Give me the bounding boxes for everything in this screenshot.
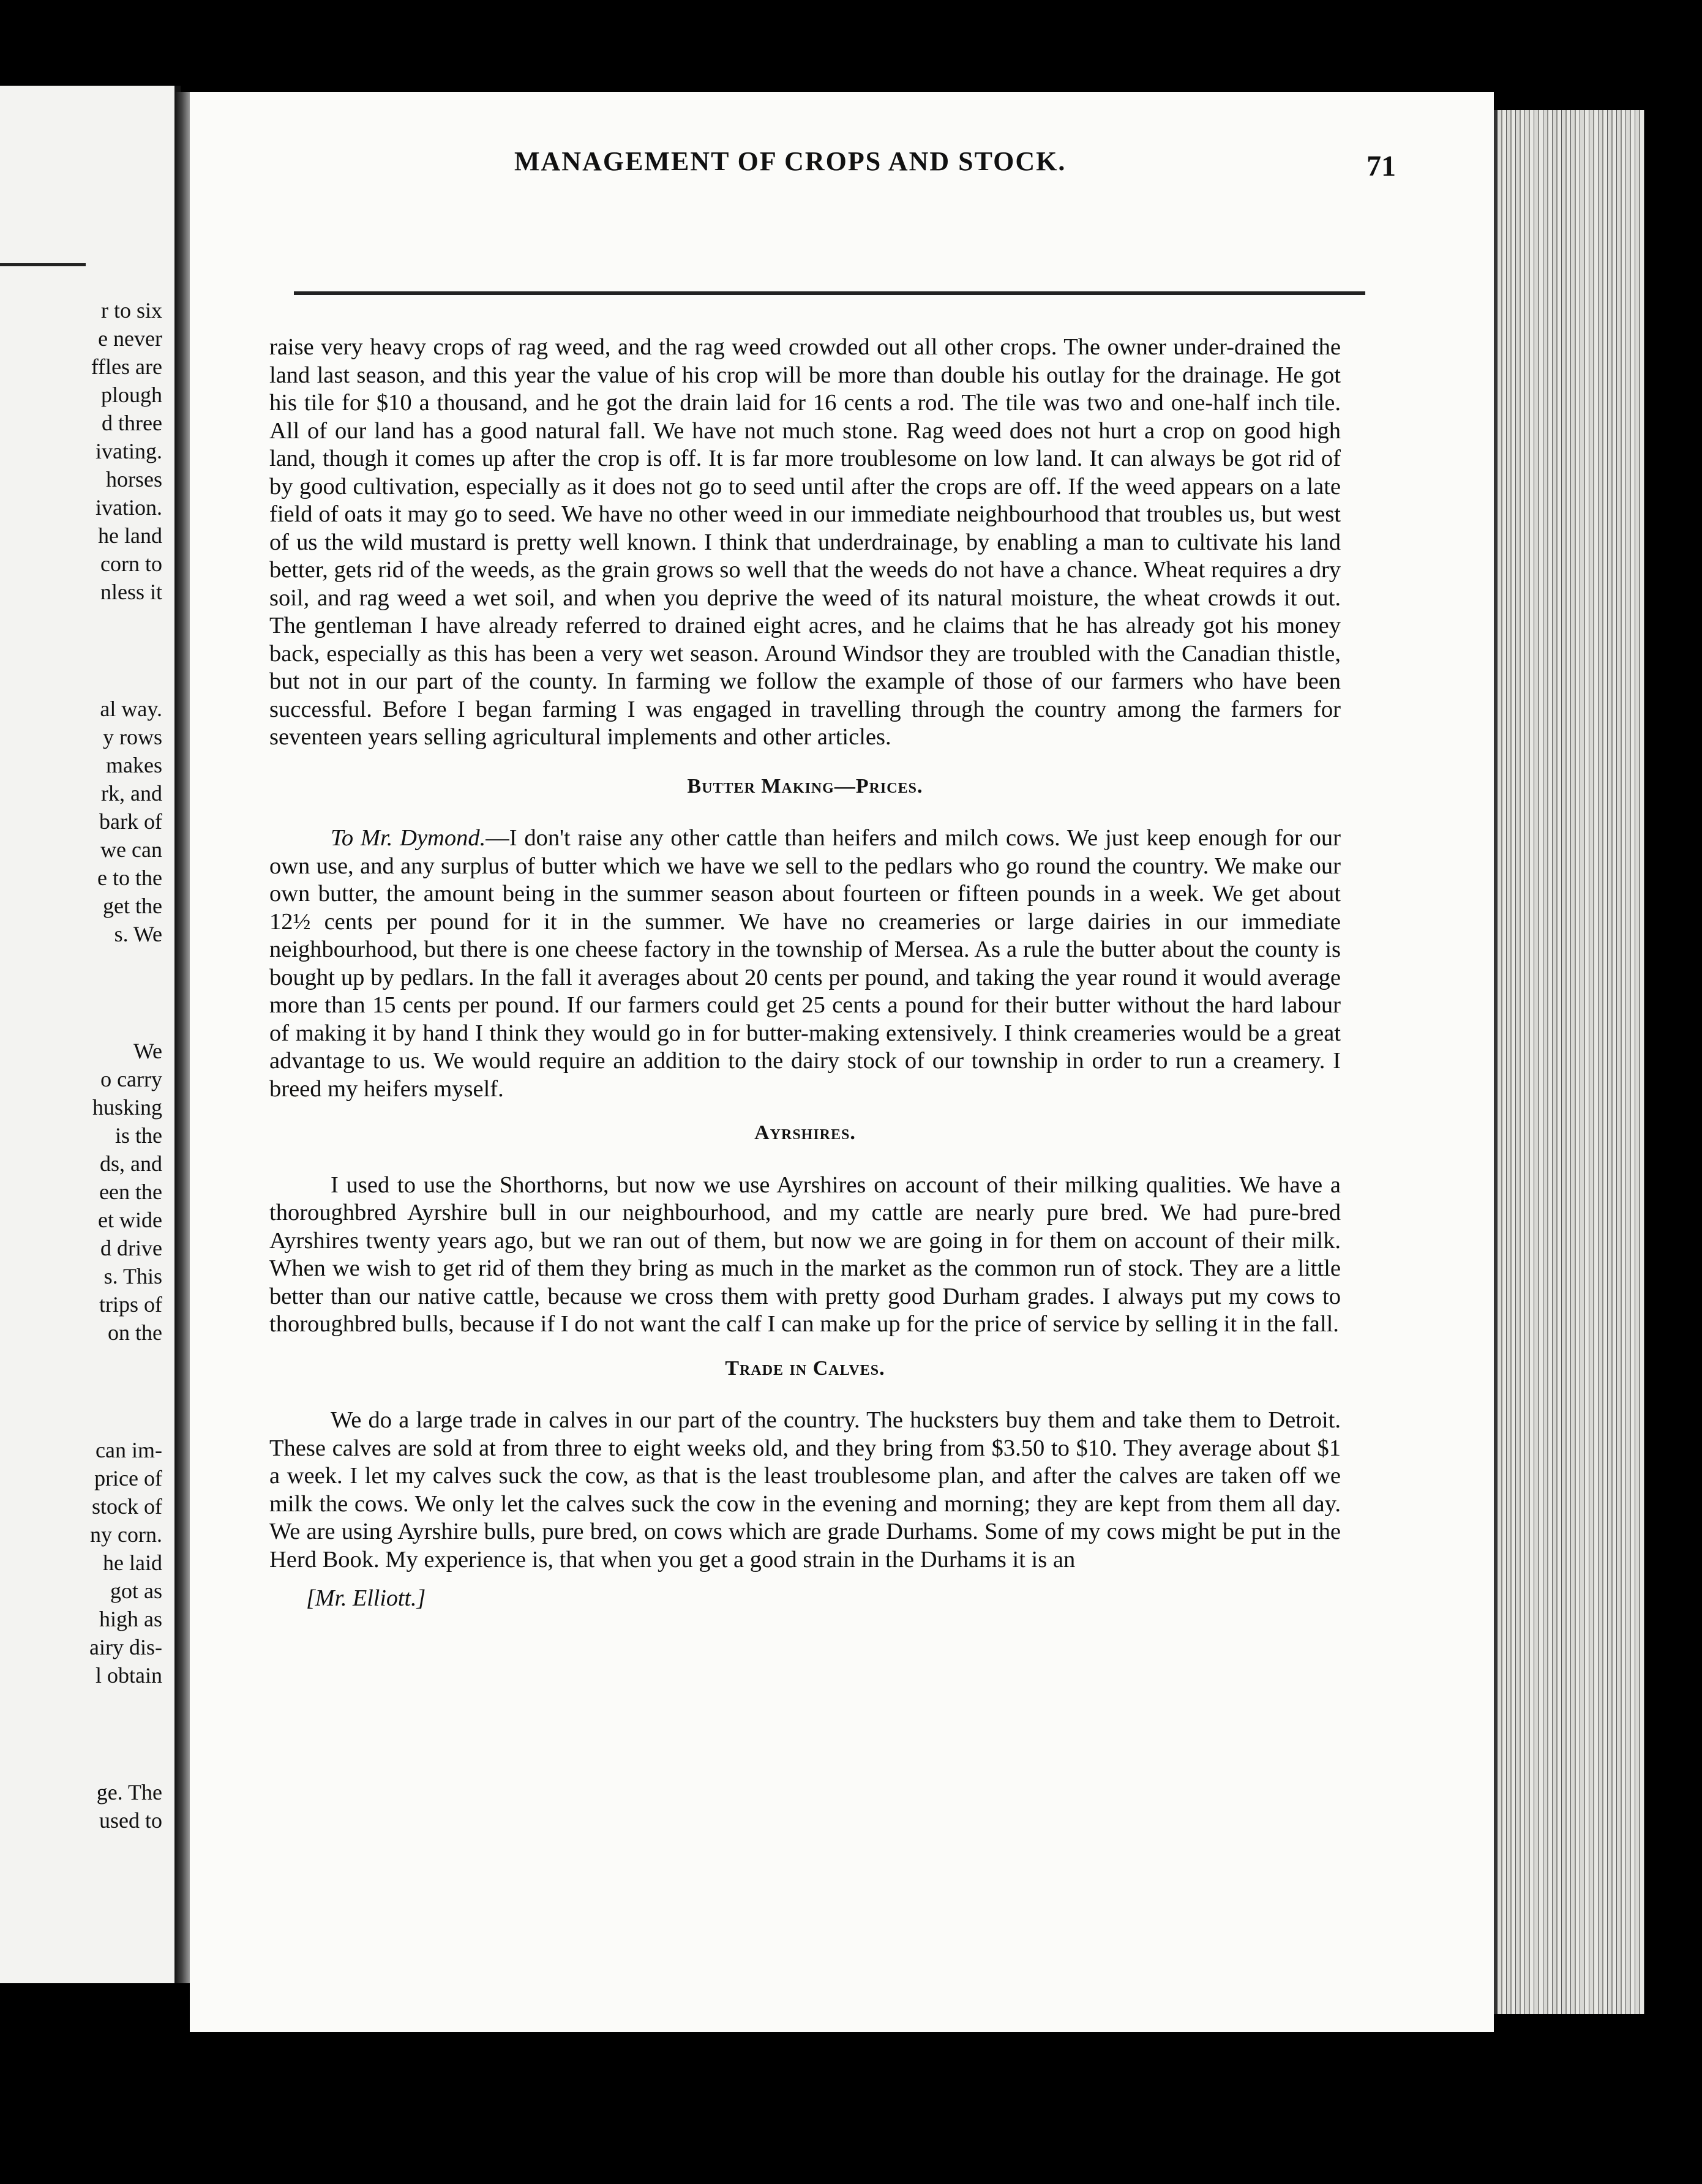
left-page-fragment: stock of — [92, 1494, 162, 1519]
left-page-fragment: price of — [94, 1465, 162, 1490]
left-page-fragment: al way. — [100, 697, 162, 722]
speaker-signature: [Mr. Elliott.] — [306, 1585, 426, 1611]
left-page-fragment: e to the — [97, 866, 162, 891]
left-page-fragment: airy dis- — [89, 1634, 162, 1659]
left-page-fragment: ffles are — [91, 354, 162, 379]
left-page-fragment: et wide — [98, 1208, 162, 1233]
left-page-fragment: s. We — [114, 922, 162, 947]
left-page-fragment: get the — [103, 894, 162, 919]
book-page-edges — [1494, 110, 1644, 2014]
left-page-fragment: o carry — [100, 1067, 162, 1092]
left-page-fragment: We — [133, 1039, 162, 1064]
left-page-fragment: plough — [100, 383, 162, 407]
heading-trade-in-calves: Trade in Calves. — [725, 1356, 885, 1380]
left-page-fragment: can im- — [96, 1437, 162, 1462]
left-page-fragment: ivating. — [96, 439, 162, 463]
left-page-fragment: ds, and — [100, 1151, 162, 1176]
left-page-fragment: we can — [100, 837, 162, 862]
left-page-fragment: ge. The — [96, 1779, 162, 1804]
left-page-fragment: r to six — [100, 298, 162, 323]
left-page-fragment: he land — [98, 523, 162, 548]
left-page-fragment: d three — [102, 411, 162, 435]
left-page-fragment: trips of — [99, 1292, 162, 1317]
paragraph-rag-weed: raise very heavy crops of rag weed, and the rag weed crowded out all other crops. The owner under-drained the land last season, and this year the value of his crop will be more than double his outlay for the drainage. He got his tile for $10 a thousand, and he got the drain laid for 16 cents a rod. The tile was two and one-half inch tile. All of our land has a good natural fall. We have not much stone. Rag weed does not hurt a crop on good high land, though it comes up after the crop is off. It is far more troublesome on low land. It can always be got rid of by good cultivation, especially as it does not go to seed until after the crops are off. If the weed appears on a late field of oats it may go to seed. We have no other weed in our immediate neighbourhood that troubles us, but west of us the wild mustard is pretty well known. I think that underdrainage, by enabling a man to cultivate his land better, gets rid of the weeds, as the grain grows so well that the weeds do not have a chance. Wheat requires a dry soil, and rag weed a wet soil, and when you deprive the weed of its natural moisture, the wheat crowds it out. The gentleman I have already referred to drained eight acres, and he claims that he has already got his money back, especially as this has been a very wet season. Around Windsor they are troubled with the Canadian thistle, but not in our part of the county. In farming we follow the example of those of our farmers who have been successful. Before I began farming I was engaged in travelling through the country among the farmers for seventeen years selling agricultural implements and other articles. — [269, 334, 1341, 750]
left-page-fragment: y rows — [103, 725, 162, 750]
left-page-rule — [0, 263, 86, 266]
left-page-fragment: rk, and — [101, 781, 162, 806]
left-page-fragment: is the — [115, 1123, 162, 1148]
heading-butter-making: Butter Making—Prices. — [687, 774, 923, 798]
left-page-fragment: high as — [99, 1606, 162, 1631]
left-page-fragment: e never — [98, 326, 162, 351]
left-page-fragment: corn to — [100, 552, 162, 576]
paragraph-trade-in-calves: We do a large trade in calves in our part of the country. The hucksters buy them and take them to Detroit. These calves are sold at from three to eight weeks old, and they bring from $3.50 to $10. They average about $1 a week. I let my calves suck the cow, as that is the least troublesome plan, and after the calves are taken off we milk the cows. We only let the calves suck the cow in the evening and morning; they are kept from them all day. We are using Ayrshire bulls, pure bred, on cows which are grade Durhams. Some of my cows might be put in the Herd Book. My experience is, that when you get a good strain in the Durhams it is an — [269, 1407, 1341, 1573]
left-page-fragment: nless it — [100, 580, 162, 604]
left-page-fragment: husking — [92, 1095, 162, 1120]
left-page-fragment: bark of — [99, 809, 162, 834]
header-rule — [294, 291, 1365, 295]
addressee: To Mr. Dymond. — [331, 825, 486, 851]
left-facing-page — [0, 86, 181, 1983]
left-page-fragment: on the — [108, 1320, 162, 1345]
left-page-fragment: horses — [106, 467, 162, 492]
left-page-fragment: makes — [106, 753, 162, 778]
page-header — [514, 141, 1396, 190]
heading-ayrshires: Ayrshires. — [754, 1121, 856, 1144]
left-page-fragment: een the — [99, 1180, 162, 1205]
page-content — [269, 334, 1341, 1613]
left-page-fragment: d drive — [100, 1236, 162, 1261]
left-page-fragment: l obtain — [96, 1662, 162, 1688]
left-page-fragment: he laid — [103, 1550, 162, 1575]
paragraph-ayrshires: I used to use the Shorthorns, but now we use Ayrshires on account of their milking qualities. We have a thoroughbred Ayrshire bull in our neighbourhood, and my cattle are nearly pure bred. We had pure-bred Ayrshires twenty years ago, but we ran out of them, but now we are going in for them on account of their milk. When we wish to get rid of them they bring as much in the market as the common run of stock. They are a little better than our native cattle, because we cross them with pretty good Durham grades. I always put my cows to thoroughbred bulls, because if I do not want the calf I can make up for the price of service by selling it in the fall. — [269, 1172, 1341, 1337]
left-page-fragment: got as — [110, 1578, 162, 1603]
left-page-fragment: used to — [99, 1808, 162, 1833]
page-number: 71 — [1366, 150, 1396, 182]
left-page-fragment: s. This — [103, 1264, 162, 1289]
left-page-fragment: ny corn. — [90, 1522, 162, 1547]
paragraph-butter-making — [269, 825, 1341, 1103]
running-title: MANAGEMENT OF CROPS AND STOCK. — [514, 146, 1067, 176]
paragraph-butter-making-text: —I don't raise any other cattle than heifers and milch cows. We just keep enough for our own use, and any surplus of butter which we have we sell to the pedlars who go round the country. We make our own butter, the amount being in the summer season about fourteen or fifteen pounds in a week. We get about 12½ cents per pound for it in the summer. We have no creameries or large dairies in our immediate neighbourhood, but there is one cheese factory in the township of Mersea. As a rule the butter about the county is bought up by pedlars. In the fall it averages about 20 cents per pound, and taking the year round it would average more than 15 cents per pound. If our farmers could get 25 cents a pound for their butter without the hard labour of making it by hand I think they would go in for butter-making extensively. I think creameries would be a great advantage to us. We would require an addition to the dairy stock of our township in order to run a creamery. I breed my heifers myself. — [269, 825, 1341, 1102]
left-page-fragment: ivation. — [96, 495, 162, 520]
